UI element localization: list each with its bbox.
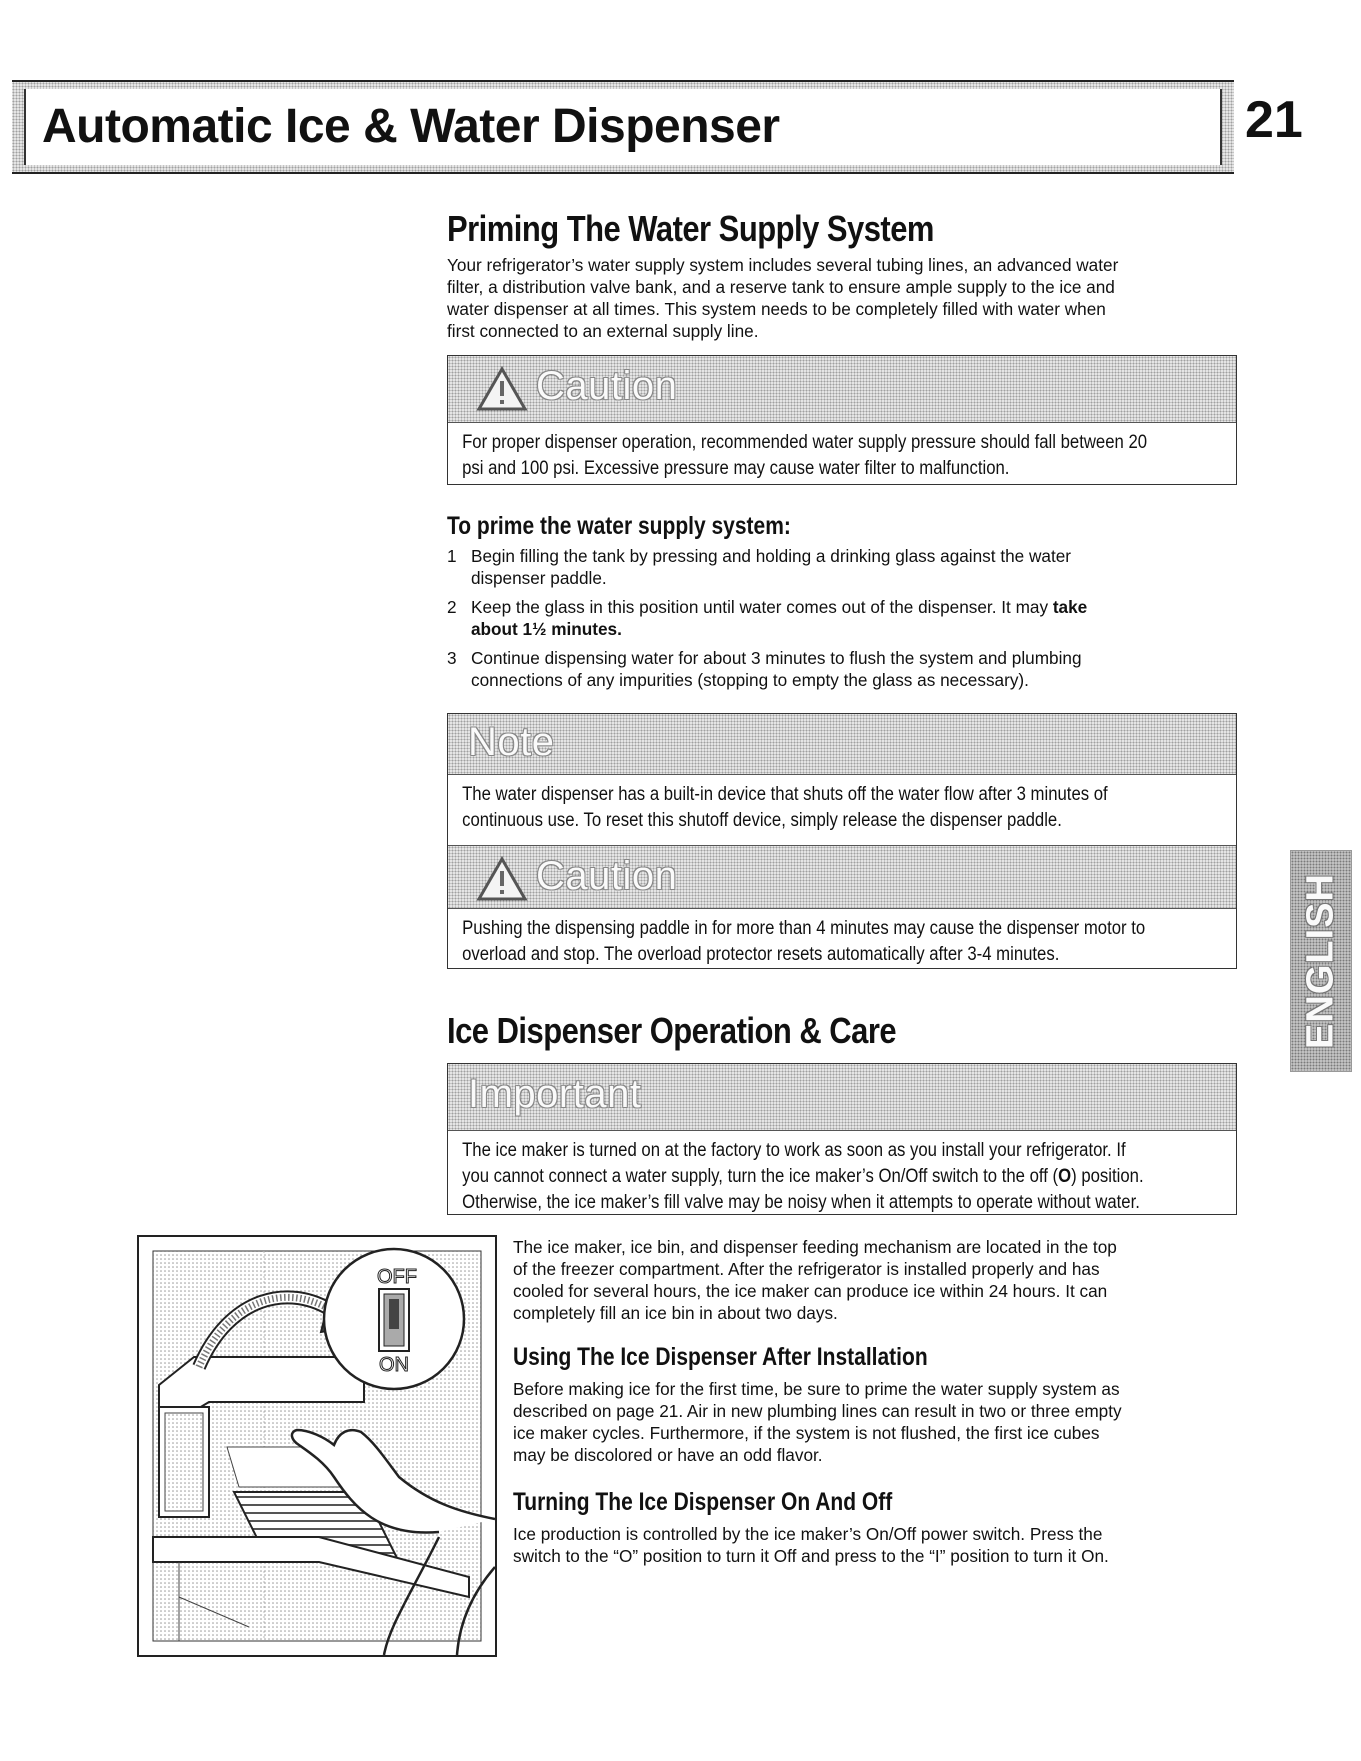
important-line-part: ) position. bbox=[1071, 1166, 1144, 1187]
step-item bbox=[447, 647, 1227, 691]
step-text: Continue dispensing water for about 3 minutes to flush the system and plumbing bbox=[471, 648, 1082, 668]
language-tab-label: ENGLISH bbox=[1299, 873, 1342, 1049]
after-install-line: ice maker cycles. Furthermore, if the system is not flushed, the first ice cubes bbox=[513, 1423, 1100, 1443]
step-number: 1 bbox=[447, 546, 457, 566]
step-text-bold: about 1½ minutes. bbox=[471, 619, 622, 639]
caution-line: overload and stop. The overload protector resets automatically after 3-4 minutes. bbox=[462, 944, 1060, 965]
caution-box-pressure bbox=[447, 355, 1237, 485]
ice-heading: Ice Dispenser Operation & Care bbox=[447, 1010, 897, 1051]
header-inner bbox=[24, 89, 1222, 165]
language-side-tab bbox=[1290, 850, 1352, 1072]
prime-steps-heading: To prime the water supply system: bbox=[447, 512, 791, 540]
important-label: Important bbox=[468, 1072, 642, 1116]
note-caution-box bbox=[447, 713, 1237, 969]
caution-text bbox=[448, 909, 1233, 976]
ice-intro-line: completely fill an ice bin in about two days. bbox=[513, 1303, 838, 1323]
caution-text bbox=[448, 423, 1233, 490]
on-off-line: switch to the “O” position to turn it Off and press to the “I” position to turn it On. bbox=[513, 1546, 1109, 1566]
priming-intro-line: Your refrigerator’s water supply system includes several tubing lines, an advanced water bbox=[447, 255, 1119, 275]
step-text: connections of any impurities (stopping to empty the glass as necessary). bbox=[471, 670, 1029, 690]
after-install-heading: Using The Ice Dispenser After Installation bbox=[513, 1343, 928, 1371]
important-text bbox=[448, 1131, 1233, 1224]
ice-intro bbox=[513, 1236, 1233, 1324]
important-line-part: you cannot connect a water supply, turn the ice maker’s On/Off switch to the off ( bbox=[462, 1166, 1059, 1187]
note-line: continuous use. To reset this shutoff device, simply release the dispenser paddle. bbox=[462, 810, 1062, 831]
note-text bbox=[448, 775, 1233, 845]
priming-intro-line: filter, a distribution valve bank, and a reserve tank to ensure ample supply to the ice and bbox=[447, 277, 1115, 297]
step-text bbox=[471, 618, 1227, 640]
switch-off-label: OFF bbox=[377, 1266, 417, 1288]
caution-line: For proper dispenser operation, recommended water supply pressure should fall between 20 bbox=[462, 432, 1148, 453]
caution-line: psi and 100 psi. Excessive pressure may cause water filter to malfunction. bbox=[462, 458, 1010, 479]
step-text bbox=[471, 596, 1227, 618]
note-line: The water dispenser has a built-in device that shuts off the water flow after 3 minutes of bbox=[462, 784, 1108, 805]
important-box bbox=[447, 1063, 1237, 1215]
step-item bbox=[447, 596, 1227, 640]
warning-triangle-icon bbox=[476, 856, 528, 902]
caution-header bbox=[448, 356, 1236, 423]
caution-label: Caution bbox=[536, 364, 678, 408]
on-off-text bbox=[513, 1523, 1233, 1567]
caution-line: Pushing the dispensing paddle in for more than 4 minutes may cause the dispenser motor to bbox=[462, 918, 1146, 939]
step-text: dispenser paddle. bbox=[471, 568, 607, 588]
switch-on-label: ON bbox=[379, 1354, 409, 1376]
priming-intro-line: water dispenser at all times. This system needs to be completely filled with water when bbox=[447, 299, 1106, 319]
note-header bbox=[448, 714, 1236, 775]
step-item bbox=[447, 545, 1227, 589]
page-number: 21 bbox=[1245, 91, 1303, 149]
step-text: Begin filling the tank by pressing and holding a drinking glass against the water bbox=[471, 546, 1072, 566]
after-install-line: may be discolored or have an odd flavor. bbox=[513, 1445, 823, 1465]
priming-heading: Priming The Water Supply System bbox=[447, 208, 934, 249]
important-line bbox=[462, 1164, 1219, 1190]
step-number: 2 bbox=[447, 597, 457, 617]
prime-steps-list bbox=[447, 545, 1227, 698]
page-title: Automatic Ice & Water Dispenser bbox=[42, 100, 780, 153]
after-install-text bbox=[513, 1378, 1233, 1466]
header-bar bbox=[12, 80, 1234, 174]
caution-header bbox=[448, 845, 1236, 909]
caution-label: Caution bbox=[536, 854, 678, 898]
on-off-line: Ice production is controlled by the ice maker’s On/Off power switch. Press the bbox=[513, 1524, 1103, 1544]
important-line: The ice maker is turned on at the factory to work as soon as you install your refrigerator. If bbox=[462, 1140, 1126, 1161]
ice-intro-line: cooled for several hours, the ice maker can produce ice within 24 hours. It can bbox=[513, 1281, 1108, 1301]
ice-intro-line: of the freezer compartment. After the refrigerator is installed properly and has bbox=[513, 1259, 1100, 1279]
off-symbol: O bbox=[1058, 1166, 1072, 1187]
priming-intro bbox=[447, 254, 1237, 342]
important-header bbox=[448, 1064, 1236, 1131]
important-line: Otherwise, the ice maker’s fill valve may be noisy when it attempts to operate without water. bbox=[462, 1192, 1140, 1213]
ice-intro-line: The ice maker, ice bin, and dispenser feeding mechanism are located in the top bbox=[513, 1237, 1117, 1257]
ice-maker-drawing bbox=[139, 1237, 495, 1655]
ice-maker-illustration bbox=[137, 1235, 497, 1657]
step-text-part: Keep the glass in this position until water comes out of the dispenser. It may bbox=[471, 597, 1053, 617]
after-install-line: Before making ice for the first time, be sure to prime the water supply system as bbox=[513, 1379, 1120, 1399]
after-install-line: described on page 21. Air in new plumbing lines can result in two or three empty bbox=[513, 1401, 1122, 1421]
warning-triangle-icon bbox=[476, 366, 528, 412]
on-off-heading: Turning The Ice Dispenser On And Off bbox=[513, 1488, 893, 1516]
step-number: 3 bbox=[447, 648, 457, 668]
priming-intro-line: first connected to an external supply line. bbox=[447, 321, 759, 341]
note-label: Note bbox=[468, 720, 555, 764]
step-text-bold: take bbox=[1052, 597, 1088, 617]
